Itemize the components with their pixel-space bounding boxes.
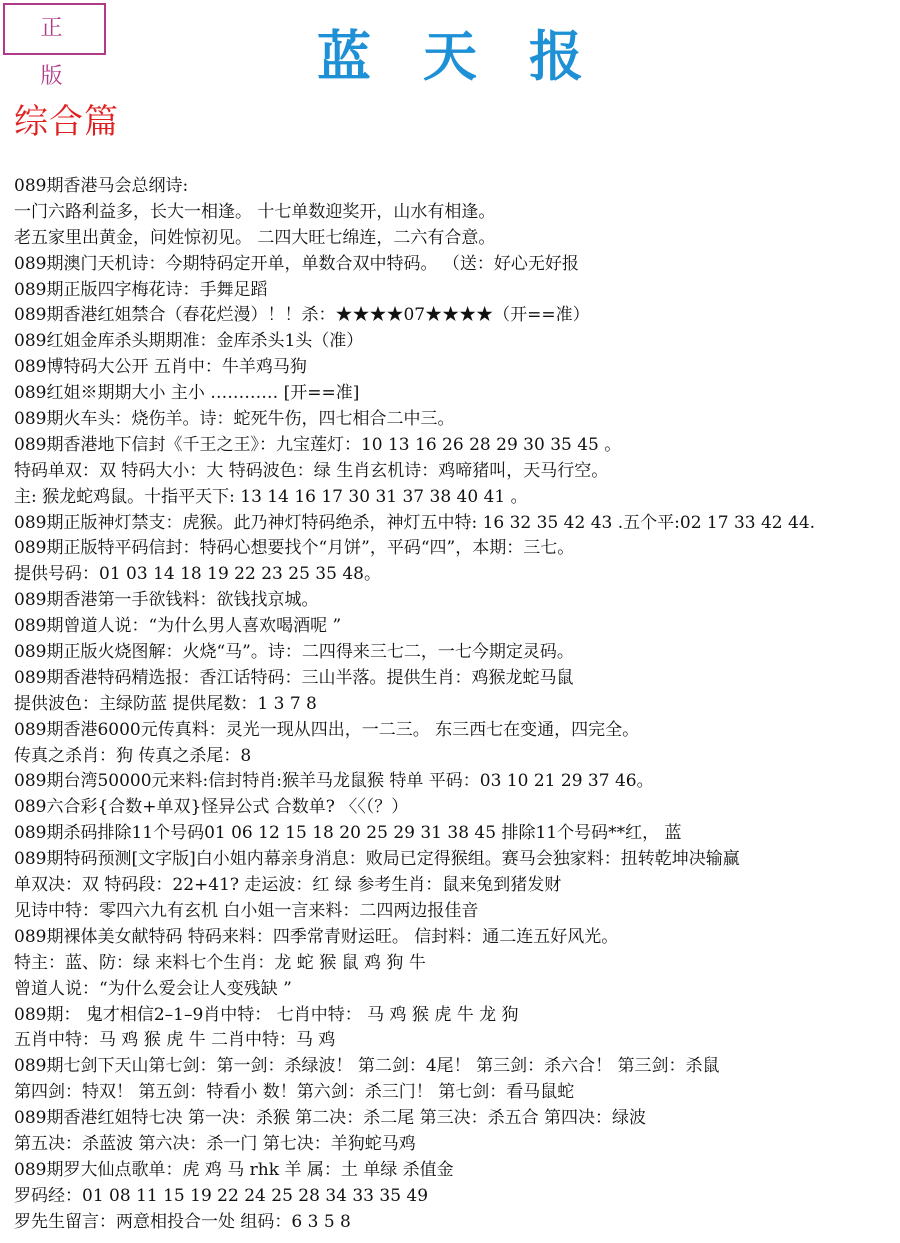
- text-line: 089期： 鬼才相信2–1–9肖中特： 七肖中特： 马 鸡 猴 虎 牛 龙 狗: [14, 1004, 519, 1025]
- text-line: 见诗中特：零四六九有玄机 白小姐一言来料：二四两边报佳音: [14, 900, 479, 921]
- authentic-badge: 正 版: [3, 3, 106, 55]
- text-line: 089期杀码排除11个号码01 06 12 15 18 20 25 29 31 38 45 排除11个号码**红， 蓝: [14, 823, 682, 844]
- text-line: 特码单双：双 特码大小：大 特码波色：绿 生肖玄机诗：鸡啼猪叫，天马行空。: [14, 460, 609, 481]
- text-line: 089红姐※期期大小 主小 ………… [开==准]: [14, 383, 360, 404]
- text-line: 传真之杀肖：狗 传真之杀尾：8: [14, 745, 252, 766]
- text-line: 089博特码大公开 五肖中：牛羊鸡马狗: [14, 357, 307, 378]
- text-line: 五肖中特：马 鸡 猴 虎 牛 二肖中特：马 鸡: [14, 1030, 336, 1051]
- text-line: 一门六路利益多，长大一相逢。 十七单数迎奖开，山水有相逢。: [14, 201, 496, 222]
- text-line: 089期香港红姐特七决 第一决：杀猴 第二决：杀二尾 第三决：杀五合 第四决：绿波: [14, 1108, 647, 1129]
- text-line: 主: 猴龙蛇鸡鼠。十指平天下: 13 14 16 17 30 31 37 38 40 41 。: [14, 486, 528, 507]
- text-line: 089期澳门天机诗：今期特码定开单，单数合双中特码。 （送：好心无好报: [14, 253, 579, 274]
- text-line: 第四剑：特双！ 第五剑：特看小 数！第六剑：杀三门！ 第七剑：看马鼠蛇: [14, 1082, 575, 1103]
- text-line: 089期罗大仙点歌单：虎 鸡 马 rhk 羊 属：土 单绿 杀值金: [14, 1159, 454, 1180]
- text-line: 罗先生留言：两意相投合一处 组码：6 3 5 8: [14, 1211, 351, 1232]
- text-line: 089期正版火烧图解：火烧“马”。诗：二四得来三七二，一七今期定灵码。: [14, 642, 574, 663]
- text-line: 089六合彩{合数+单双}怪异公式 合数单? 〈〈（？）: [14, 797, 409, 818]
- text-line: 特主：蓝、防：绿 来料七个生肖：龙 蛇 猴 鼠 鸡 狗 牛: [14, 952, 426, 973]
- text-line: 089红姐金库杀头期期准：金库杀头1头（准）: [14, 331, 364, 352]
- masthead-title: 蓝天报: [317, 24, 635, 88]
- text-line: 089期曾道人说：“为什么男人喜欢喝酒呢 ”: [14, 616, 342, 637]
- text-line: 089期台湾50000元来料:信封特肖:猴羊马龙鼠猴 特单 平码：03 10 21 29 37 46。: [14, 771, 654, 792]
- text-line: 089期正版神灯禁支：虎猴。此乃神灯特码绝杀，神灯五中特: 16 32 35 42 43 .五个平:02 17 33 42 44.: [14, 512, 816, 533]
- text-line: 089期香港地下信封《千王之王》：九宝莲灯：10 13 16 26 28 29 30 35 45 。: [14, 434, 622, 455]
- text-line: 089期香港特码精选报：香江话特码：三山半落。提供生肖：鸡猴龙蛇马鼠: [14, 667, 574, 688]
- text-line: 089期正版特平码信封：特码心想要找个“月饼”，平码“四”，本期：三七。: [14, 538, 575, 559]
- text-line: 089期香港6000元传真料：灵光一现从四出，一二三。 东三西七在变通，四完全。: [14, 719, 640, 740]
- text-line: 罗码经：01 08 11 15 19 22 24 25 28 34 33 35 49: [14, 1185, 429, 1206]
- text-line: 老五家里出黄金，问姓惊初见。 二四大旺七绵连，二六有合意。: [14, 227, 496, 248]
- text-line: 提供号码：01 03 14 18 19 22 23 25 35 48。: [14, 564, 381, 585]
- text-line: 089期特码预测[文字版]白小姐内幕亲身消息：败局已定得猴组。赛马会独家料：扭转乾坤决输赢: [14, 849, 740, 870]
- section-title: 综合篇: [14, 102, 119, 142]
- text-line: 第五决：杀蓝波 第六决：杀一门 第七决：羊狗蛇马鸡: [14, 1133, 416, 1154]
- text-line: 089期七剑下天山第七剑：第一剑：杀绿波！ 第二剑：4尾！ 第三剑：杀六合！ 第三剑：杀鼠: [14, 1056, 720, 1077]
- text-line: 曾道人说：“为什么爱会让人变残缺 ”: [14, 978, 292, 999]
- text-line: 089期火车头：烧伤羊。诗：蛇死牛伤，四七相合二中三。: [14, 409, 455, 430]
- text-line: 089期香港红姐禁合（春花烂漫）！！杀：★★★★07★★★★（开==准）: [14, 305, 590, 326]
- text-line: 单双决：双 特码段：22+41? 走运波：红 绿 参考生肖：鼠来兔到猪发财: [14, 875, 562, 896]
- text-line: 089期香港第一手欲钱料：欲钱找京城。: [14, 590, 319, 611]
- text-line: 089期裸体美女献特码 特码来料：四季常青财运旺。 信封料：通二连五好风光。: [14, 926, 619, 947]
- text-line: 089期香港马会总纲诗:: [14, 176, 189, 196]
- text-line: 提供波色：主绿防蓝 提供尾数：1 3 7 8: [14, 693, 317, 714]
- text-line: 089期正版四字梅花诗：手舞足蹈: [14, 279, 268, 300]
- article-body: [14, 174, 898, 1236]
